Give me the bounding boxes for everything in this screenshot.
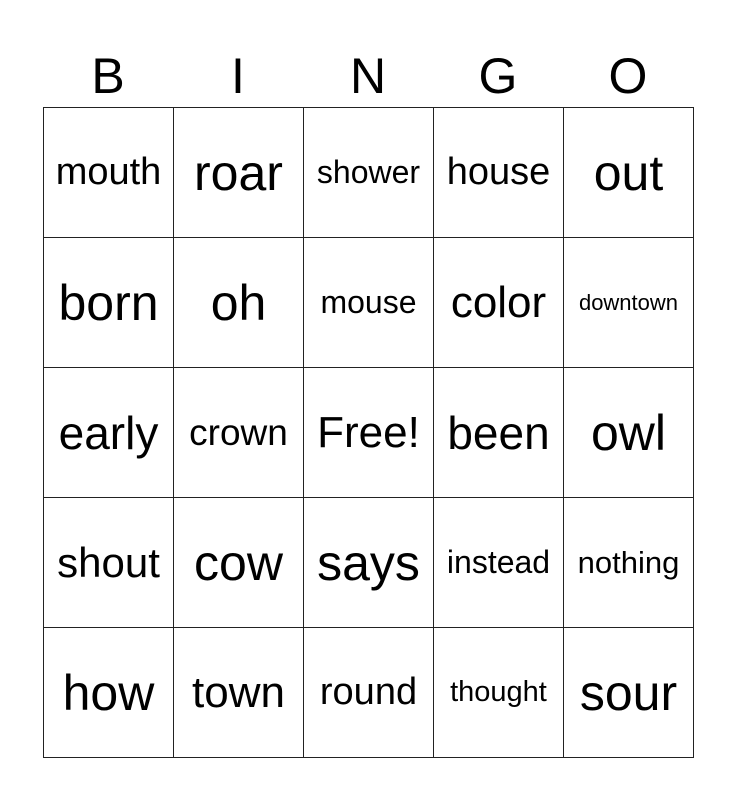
bingo-cell[interactable] <box>564 498 694 628</box>
bingo-cell[interactable] <box>304 628 434 758</box>
bingo-cell[interactable] <box>304 238 434 368</box>
cell-word: born <box>58 274 159 331</box>
bingo-cell[interactable] <box>174 628 304 758</box>
free-space-cell[interactable] <box>304 368 434 498</box>
cell-word: early <box>58 406 159 459</box>
bingo-cell[interactable] <box>174 108 304 238</box>
bingo-cell[interactable] <box>564 108 694 238</box>
bingo-cell[interactable] <box>434 108 564 238</box>
cell-word: color <box>450 277 547 327</box>
header-letter-b: B <box>91 48 125 104</box>
bingo-cell[interactable] <box>174 238 304 368</box>
cell-word: crown <box>189 411 288 453</box>
bingo-cell[interactable] <box>44 108 174 238</box>
bingo-cell[interactable] <box>304 108 434 238</box>
cell-word: round <box>319 671 418 713</box>
cell-word: how <box>62 664 155 721</box>
cell-word: oh <box>210 274 267 331</box>
bingo-cell[interactable] <box>564 628 694 758</box>
bingo-cell[interactable] <box>44 368 174 498</box>
cell-word: town <box>192 667 285 717</box>
bingo-cell[interactable] <box>564 238 694 368</box>
cell-word: shout <box>57 538 160 586</box>
bingo-cell[interactable] <box>564 368 694 498</box>
bingo-cell[interactable] <box>44 238 174 368</box>
bingo-cell[interactable] <box>434 238 564 368</box>
bingo-cell[interactable] <box>434 498 564 628</box>
cell-word: cow <box>194 534 283 591</box>
bingo-cell[interactable] <box>434 368 564 498</box>
header-letter-o: O <box>608 48 648 104</box>
cell-word: been <box>447 406 550 459</box>
cell-word: roar <box>194 144 283 201</box>
cell-word: house <box>446 151 551 193</box>
cell-word: nothing <box>577 544 680 580</box>
cell-word: downtown <box>578 289 679 315</box>
bingo-cell[interactable] <box>434 628 564 758</box>
cell-word: says <box>317 534 420 591</box>
bingo-header <box>43 48 693 104</box>
bingo-cell[interactable] <box>44 498 174 628</box>
cell-word: owl <box>590 404 667 461</box>
bingo-board <box>43 107 694 758</box>
header-letter-i: I <box>231 48 245 104</box>
header-letter-n: N <box>349 48 387 104</box>
cell-word: mouth <box>55 151 162 193</box>
free-space-label: Free! <box>317 407 420 457</box>
cell-word: shower <box>316 154 421 190</box>
cell-word: thought <box>450 676 547 708</box>
cell-word: out <box>593 144 664 201</box>
cell-word: sour <box>579 664 678 721</box>
header-letter-g: G <box>478 48 518 104</box>
cell-word: mouse <box>320 284 417 320</box>
bingo-cell[interactable] <box>174 368 304 498</box>
cell-word: instead <box>446 544 551 580</box>
bingo-cell[interactable] <box>174 498 304 628</box>
bingo-cell[interactable] <box>44 628 174 758</box>
bingo-cell[interactable] <box>304 498 434 628</box>
